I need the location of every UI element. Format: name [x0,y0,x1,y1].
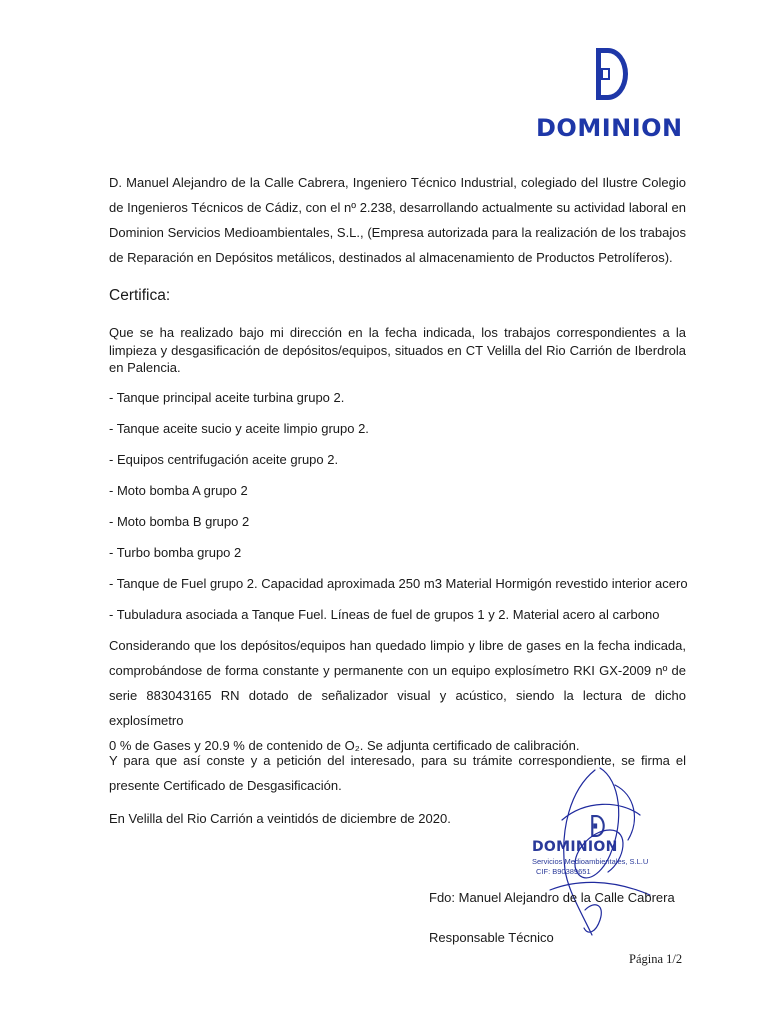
considering-line: 0 % de Gases y 20.9 % de contenido de O₂. Se adjunta certificado de calibración. [109,738,580,753]
closing-line: Y para que así conste y a petición del interesado, para su trámite correspondiente, se firma el [109,753,686,768]
considering-line: Considerando que los depósitos/equipos han quedado limpio y libre de gases en la fecha indicada, [109,638,686,653]
list-item: - Equipos centrifugación aceite grupo 2. [109,452,339,467]
signer-role: Responsable Técnico [429,930,554,945]
stamp-name: DOMINION [532,839,618,855]
body-paragraph: Que se ha realizado bajo mi dirección en la fecha indicada, los trabajos correspondientes a la limpieza y desgasificación de depósitos/equipos, situados en CT Velilla del Rio Carrión de Iberdrola en Palencia. [109,325,686,375]
list-item: - Tanque principal aceite turbina grupo 2. [109,390,345,405]
closing-line: presente Certificado de Desgasificación. [109,778,342,793]
considering-line: comprobándose de forma constante y permanente con un equipo explosímetro RKI GX-2009 nº de [109,663,686,678]
stamp-cif: CIF: B90389651 [536,867,591,876]
considering-line: serie 883043165 RN dotado de señalizador visual y acústico, siendo la lectura de dicho explosímetro [109,688,686,728]
list-item: - Tanque aceite sucio y aceite limpio grupo 2. [109,421,369,436]
handwritten-signature [500,760,690,950]
list-item: - Tubuladura asociada a Tanque Fuel. Líneas de fuel de grupos 1 y 2. Material acero al carbono [109,607,660,622]
intro-paragraph [109,170,686,270]
stamp-subtitle: Servicios Medioambientales, S.L.U [532,857,649,866]
signed-by: Fdo: Manuel Alejandro de la Calle Cabrera [429,890,675,905]
logo-wordmark: DOMINION [536,114,683,142]
list-item: - Tanque de Fuel grupo 2. Capacidad aproximada 250 m3 Material Hormigón revestido interior acero [109,576,688,591]
company-logo [536,48,683,144]
intro-line: Dominion Servicios Medioambientales, S.L., (Empresa autorizada para la realización de los trabajos [109,225,686,240]
considering-paragraph [109,633,686,758]
intro-line: de Ingenieros Técnicos de Cádiz, con el nº 2.238, desarrollando actualmente su actividad laboral en [109,200,686,215]
list-item: - Turbo bomba grupo 2 [109,545,242,560]
dominion-logo-icon [596,48,628,100]
page-number: Página 1/2 [629,952,683,966]
intro-line: de Reparación en Depósitos metálicos, destinados al almacenamiento de Productos Petrolíferos). [109,250,673,265]
section-heading: Certifica: [109,287,171,304]
intro-line: D. Manuel Alejandro de la Calle Cabrera, Ingeniero Técnico Industrial, colegiado del Ilustre Colegio [109,175,686,190]
list-item: - Moto bomba B grupo 2 [109,514,250,529]
place-date: En Velilla del Rio Carrión a veintidós de diciembre de 2020. [109,811,451,826]
list-item: - Moto bomba A grupo 2 [109,483,248,498]
